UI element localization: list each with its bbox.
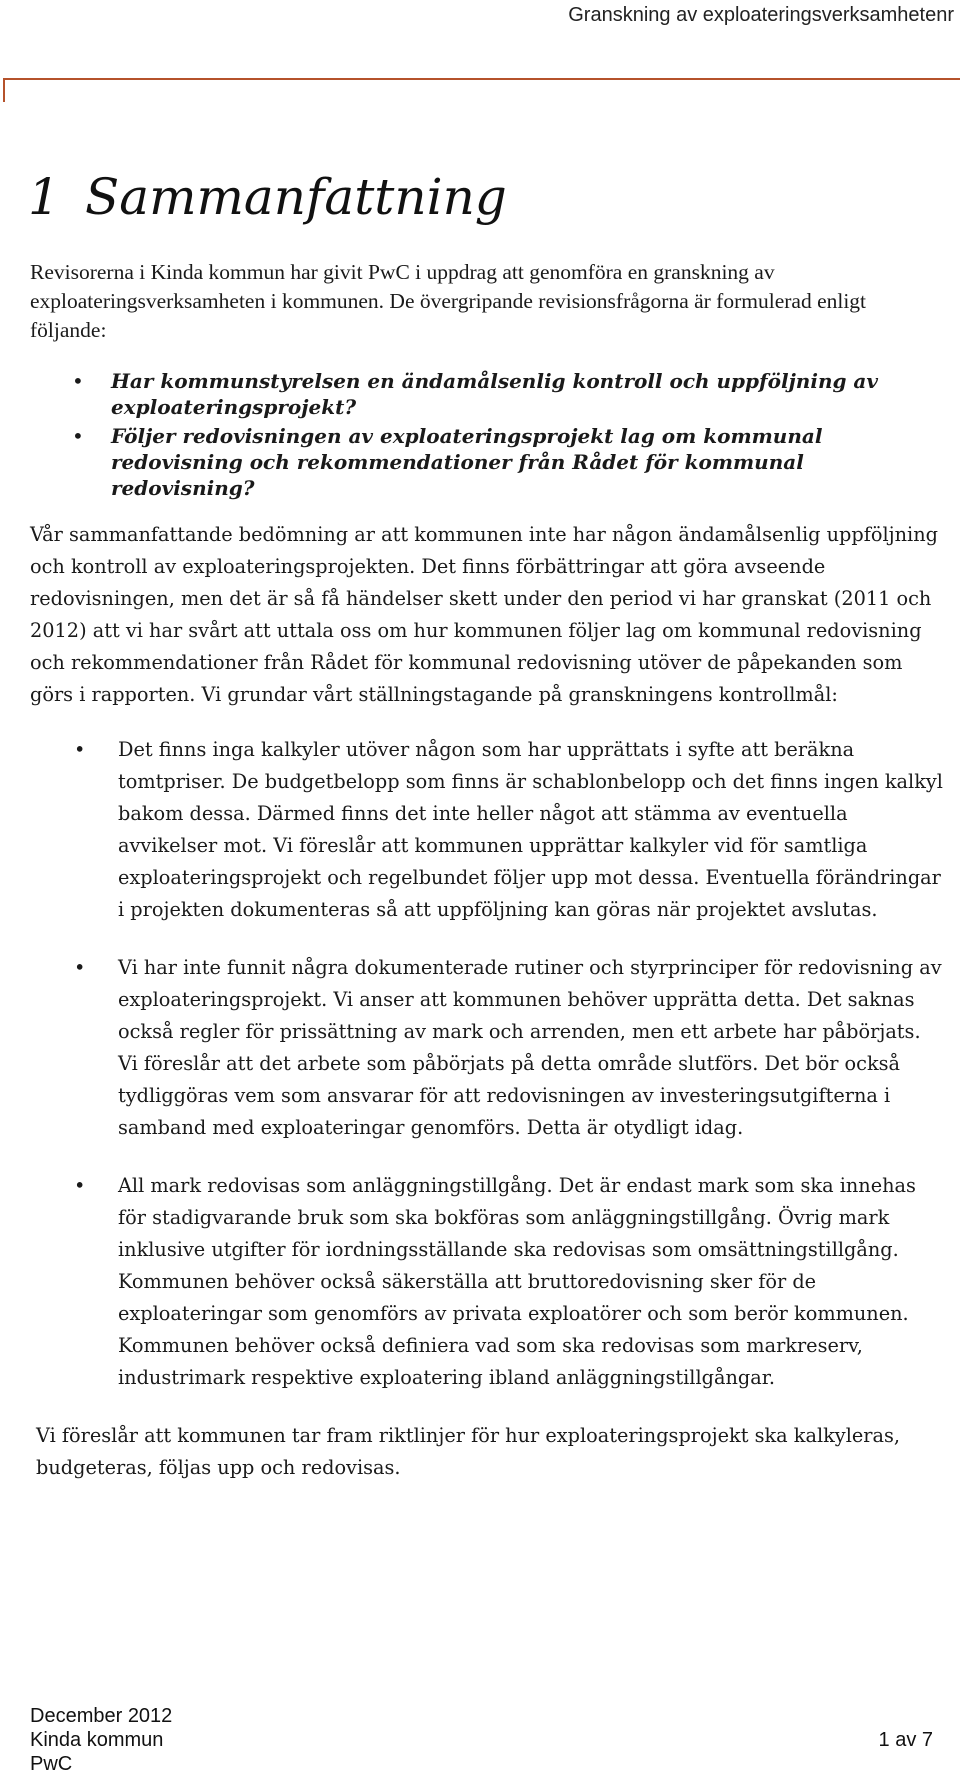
page-number: 1 av 7 [878, 1729, 933, 1751]
finding-text: All mark redovisas som anläggningstillgång. Det är endast mark som ska innehas för stadigvarande bruk som ska bokföras som anläggningstillgång. Övrig mark inklusive utgifter för iordningsställande ska redovisas som omsättningstillgång. Kommunen behöver också säkerställa att bruttoredovisning sker för de exploateringar som genomförs av privata exploatörer och som berör kommunen. Kommunen behöver också definiera vad som ska redovisas som markreserv, industrimark respektive exploatering ibland anläggningstillgångar. [118, 1174, 916, 1389]
audit-question [30, 423, 946, 501]
finding-item [30, 1170, 946, 1394]
assessment-paragraph: Vår sammanfattande bedömning ar att kommunen inte har någon ändamålsenlig uppföljning och kontroll av exploateringsprojekten. Det finns förbättringar att göra avseende redovisningen, men det är så få händelser skett under den period vi har granskat (2011 och 2012) att vi har svårt att uttala oss om hur kommunen följer lag om kommunal redovisning och rekommendationer från Rådet för kommunal redovisning utöver de påpekanden som görs i rapporten. Vi grundar vårt ställningstagande på granskningens kontrollmål: [30, 523, 938, 706]
recommendation-paragraph: Vi föreslår att kommunen tar fram riktlinjer för hur exploateringsprojekt ska kalkyleras, budgeteras, följas upp och redovisas. [36, 1424, 901, 1479]
section-number: 1 [28, 168, 60, 226]
intro-paragraph: Revisorerna i Kinda kommun har givit PwC i uppdrag att genomföra en granskning av exploateringsverksamheten i kommunen. De övergripande revisionsfrågorna är formulerad enligt följande: [30, 260, 867, 342]
running-header: Granskning av exploateringsverksamhetenr [568, 4, 954, 26]
footer-firm: PwC [30, 1753, 73, 1775]
document-body [30, 258, 946, 1484]
bullet-icon: • [74, 738, 86, 761]
bullet-icon: • [74, 1174, 86, 1197]
finding-text: Det finns inga kalkyler utöver någon som har upprättats i syfte att beräkna tomtpriser. De budgetbelopp som finns är schablonbelopp och det finns ingen kalkyl bakom dessa. Därmed finns det inte heller något att stämma av eventuella avvikelser mot. Vi föreslår att kommunen upprättar kalkyler vid för samtliga exploateringsprojekt och regelbundet följer upp mot dessa. Eventuella förändringar i projekten dokumenteras så att uppföljning kan göras när projektet avslutas. [118, 738, 943, 921]
finding-item [30, 734, 946, 926]
header-rule-corner [3, 78, 5, 102]
bullet-icon: • [74, 956, 86, 979]
finding-item [30, 952, 946, 1144]
page-footer [30, 1704, 172, 1776]
audit-question [30, 368, 946, 420]
bullet-icon: • [72, 369, 84, 393]
section-title: Sammanfattning [85, 168, 507, 226]
audit-question-text: Har kommunstyrelsen en ändamålsenlig kontroll och uppföljning av exploateringsprojekt? [111, 369, 879, 419]
finding-text: Vi har inte funnit några dokumenterade rutiner och styrprinciper för redovisning av exploateringsprojekt. Vi anser att kommunen behöver upprätta detta. Det saknas också regler för prissättning av mark och arrenden, men ett arbete har påbörjats. Vi föreslår att det arbete som påbörjats på detta område slutförs. Det bör också tydliggöras vem som ansvarar för att redovisningen av investeringsutgifterna i samband med exploateringar genomförs. Detta är otydligt idag. [118, 956, 942, 1139]
bullet-icon: • [72, 424, 84, 448]
footer-client: Kinda kommun [30, 1729, 164, 1751]
audit-question-text: Följer redovisningen av exploateringsprojekt lag om kommunal redovisning och rekommendationer från Rådet för kommunal redovisning? [111, 424, 823, 500]
section-heading [28, 168, 507, 226]
audit-questions-list [30, 368, 946, 501]
findings-list [30, 734, 946, 1394]
header-rule [3, 78, 960, 80]
footer-date: December 2012 [30, 1705, 173, 1727]
